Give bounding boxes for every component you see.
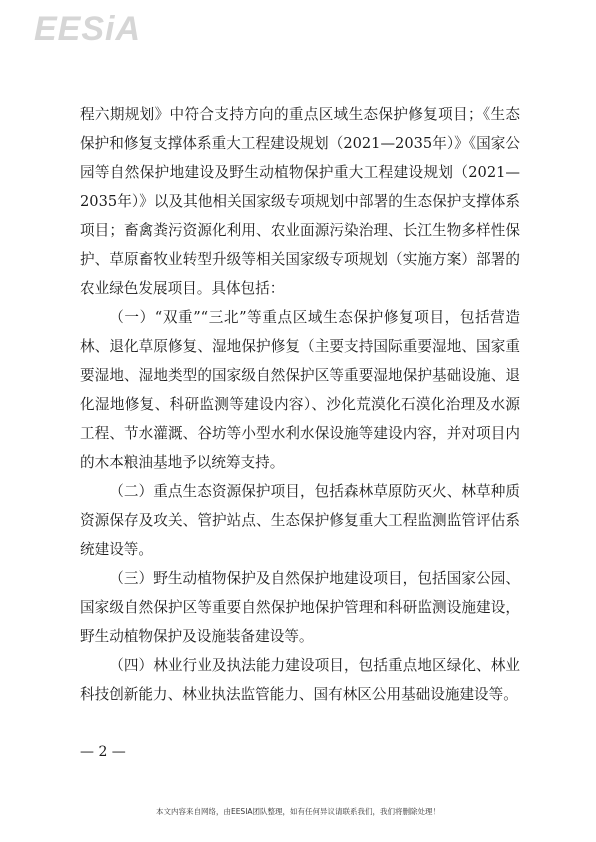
footer-disclaimer: 本文内容来自网络，由EESIA团队整理，如有任何异议请联系我们，我们将删除处理！ xyxy=(155,807,441,816)
paragraph-item-4: （四）林业行业及执法能力建设项目，包括重点地区绿化、林业科技创新能力、林业执法监管能力、国有林区公用基础设施建设等。 xyxy=(80,657,520,703)
paragraph-item-2: （二）重点生态资源保护项目，包括森林草原防灭火、林草种质资源保存及攻关、管护站点、生态保护修复重大工程监测监管评估系统建设等。 xyxy=(80,483,520,558)
eesia-logo: EESiA xyxy=(34,10,142,48)
paragraph-item-1: （一）“双重”“三北”等重点区域生态保护修复项目，包括营造林、退化草原修复、湿地保护修复（主要支持国际重要湿地、国家重要湿地、湿地类型的国家级自然保护区等重要湿地保护基础设施、退化湿地修复、科研监测等建设内容）、沙化荒漠化石漠化治理及水源工程、节水灌溉、谷坊等小型水利水保设施等建设内容，并对项目内的木本粮油基地予以统筹支持。 xyxy=(80,309,520,471)
paragraph-intro-continued: 程六期规划》中符合支持方向的重点区域生态保护修复项目；《生态保护和修复支撑体系重大工程建设规划（2021—2035年）》《国家公园等自然保护地建设及野生动植物保护重大工程建设规划（2021—2035年）》以及其他相关国家级专项规划中部署的生态保护支撑体系项目；畜禽粪污资源化利用、农业面源污染治理、长江生物多样性保护、草原畜牧业转型升级等相关国家级专项规划（实施方案）部署的农业绿色发展项目。具体包括： xyxy=(80,106,520,297)
document-body xyxy=(80,100,520,709)
paragraph-item-3: （三）野生动植物保护及自然保护地建设项目，包括国家公园、国家级自然保护区等重要自然保护地保护管理和科研监测设施建设，野生动植物保护及设施装备建设等。 xyxy=(80,570,520,645)
page-number: — 2 — xyxy=(80,744,126,760)
